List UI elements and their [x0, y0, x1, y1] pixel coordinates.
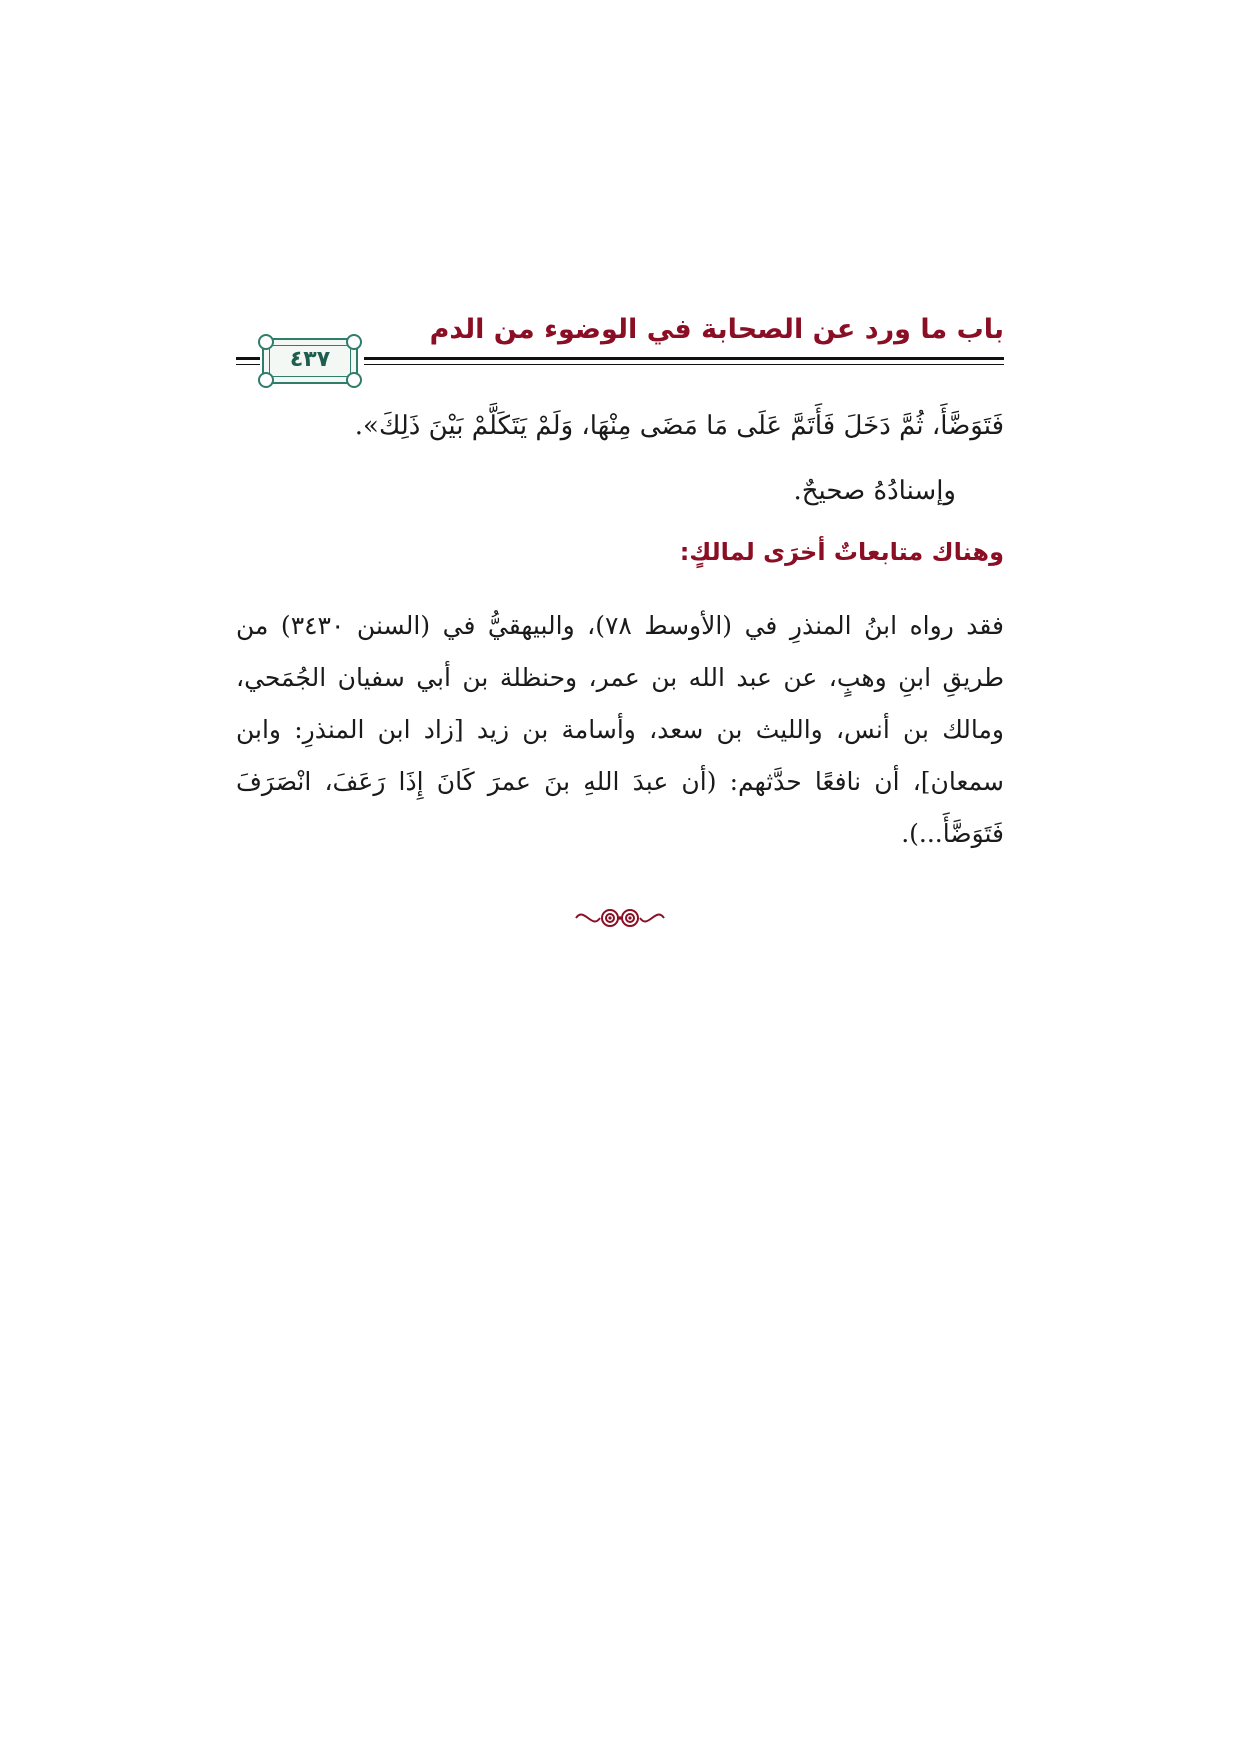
floral-divider-icon — [570, 898, 670, 938]
header-rule-left-thin — [236, 364, 260, 365]
page-number: ٤٣٧ — [289, 347, 331, 372]
badge-corner-ornament — [258, 372, 274, 388]
header-rule-left — [236, 357, 260, 360]
section-subheading: وهناك متابعاتٌ أخرَى لمالكٍ: — [679, 538, 1004, 566]
body-paragraph: فقد رواه ابنُ المنذرِ في (الأوسط ٧٨)، والبيهقيُّ في (السنن ٣٤٣٠) من طريقِ ابنِ وهبٍ، عن عبد الله بن عمر، وحنظلة بن أبي سفيان الجُمَحي، ومالك بن أنس، والليث بن سعد، وأسامة بن زيد [زاد ابن المنذرِ: وابن سمعان]، أن نافعًا حدَّثهم: (أن عبدَ اللهِ بنَ عمرَ كَانَ إِذَا رَعَفَ، انْصَرَفَ فَتَوَضَّأَ...). — [236, 611, 1004, 848]
badge-corner-ornament — [346, 372, 362, 388]
text-line-isnad-verdict: وإسنادُهُ صحيحٌ. — [793, 476, 956, 506]
header-rule-thin — [364, 364, 1004, 365]
text-line-quote-end: فَتَوَضَّأَ، ثُمَّ دَخَلَ فَأَتَمَّ عَلَى مَا مَضَى مِنْهَا، وَلَمْ يَتَكَلَّمْ بَيْنَ ذَلِكَ». — [354, 411, 1004, 441]
running-header-title: باب ما ورد عن الصحابة في الوضوء من الدم — [429, 314, 1004, 345]
header-rule — [364, 357, 1004, 360]
page-number-badge — [262, 338, 358, 384]
